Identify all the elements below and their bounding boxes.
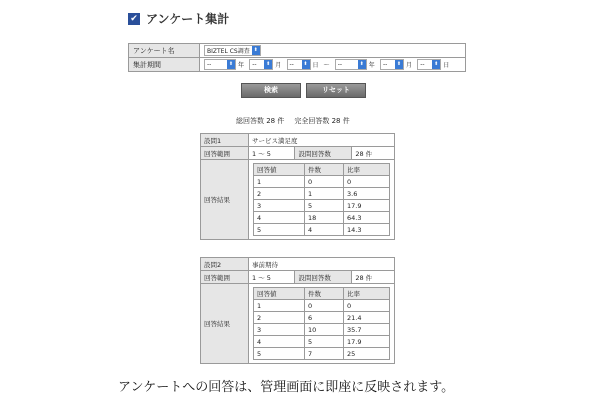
period-label: 集計期間 xyxy=(129,58,200,72)
chevron-down-icon: ⬍ xyxy=(303,61,308,67)
table-row: 2 6 21.4 xyxy=(254,312,390,324)
to-month-select[interactable]: -- ⬍ xyxy=(380,59,404,70)
range-label: 回答範囲 xyxy=(201,147,249,160)
table-row: 3 10 35.7 xyxy=(254,324,390,336)
survey-name-label: アンケート名 xyxy=(129,44,200,58)
page-title xyxy=(128,10,229,27)
question-text: サービス満足度 xyxy=(249,134,395,147)
question-text: 事前期待 xyxy=(249,258,395,271)
response-summary xyxy=(236,116,350,126)
answer-count-label: 設問回答数 xyxy=(295,147,352,160)
table-row: 5 7 25 xyxy=(254,348,390,360)
answer-count-value: 28 件 xyxy=(352,147,395,160)
col-value-header: 回答値 xyxy=(254,164,305,176)
range-value: 1 〜 5 xyxy=(249,147,295,160)
question-table-1 xyxy=(200,133,395,240)
total-responses: 総回答数 28 件 xyxy=(236,117,285,125)
chevron-down-icon: ⬍ xyxy=(359,61,364,67)
table-row: 1 0 0 xyxy=(254,300,390,312)
to-year-select[interactable]: -- ⬍ xyxy=(335,59,367,70)
range-label: 回答範囲 xyxy=(201,271,249,284)
action-buttons xyxy=(241,83,366,98)
chevron-down-icon: ⬍ xyxy=(253,47,258,53)
table-row: 2 1 3.6 xyxy=(254,188,390,200)
complete-responses: 完全回答数 28 件 xyxy=(294,117,350,125)
table-row: 4 5 17.9 xyxy=(254,336,390,348)
col-ratio-header: 比率 xyxy=(344,288,390,300)
result-label: 回答結果 xyxy=(201,160,249,240)
result-label: 回答結果 xyxy=(201,284,249,364)
chevron-down-icon: ⬍ xyxy=(434,61,439,67)
reset-button[interactable]: リセット xyxy=(306,83,366,98)
search-button[interactable]: 検索 xyxy=(241,83,301,98)
to-day-select[interactable]: -- ⬍ xyxy=(417,59,441,70)
chevron-down-icon: ⬍ xyxy=(228,61,234,67)
check-square-icon: ✔ xyxy=(128,13,140,25)
filter-table: アンケート名 BIZTEL CS調査 ⬍ 集計期間 -- ⬍ 年 -- ⬍ 月 -- ⬍ 日 〜 -- ⬍ 年 -- ⬍ 月 -- ⬍ 日 xyxy=(128,43,466,72)
col-ratio-header: 比率 xyxy=(344,164,390,176)
chevron-down-icon: ⬍ xyxy=(266,61,271,67)
survey-select[interactable]: BIZTEL CS調査 ⬍ xyxy=(204,45,261,56)
answer-count-value: 28 件 xyxy=(352,271,395,284)
col-value-header: 回答値 xyxy=(254,288,305,300)
col-count-header: 件数 xyxy=(305,288,344,300)
chevron-down-icon: ⬍ xyxy=(396,61,402,67)
question-table-2 xyxy=(200,257,395,364)
from-day-select[interactable]: -- ⬍ xyxy=(287,59,311,70)
col-count-header: 件数 xyxy=(305,164,344,176)
result-table xyxy=(253,163,390,236)
answer-count-label: 設問回答数 xyxy=(295,271,352,284)
question-number: 設問1 xyxy=(201,134,249,147)
result-table xyxy=(253,287,390,360)
from-year-select[interactable]: -- ⬍ xyxy=(204,59,236,70)
table-row: 3 5 17.9 xyxy=(254,200,390,212)
from-month-select[interactable]: -- ⬍ xyxy=(249,59,273,70)
question-number: 設問2 xyxy=(201,258,249,271)
range-value: 1 〜 5 xyxy=(249,271,295,284)
caption-text: アンケートへの回答は、管理画面に即座に反映されます。 xyxy=(118,380,455,395)
table-row: 1 0 0 xyxy=(254,176,390,188)
table-row: 5 4 14.3 xyxy=(254,224,390,236)
table-row: 4 18 64.3 xyxy=(254,212,390,224)
page-title-text: アンケート集計 xyxy=(146,12,230,26)
